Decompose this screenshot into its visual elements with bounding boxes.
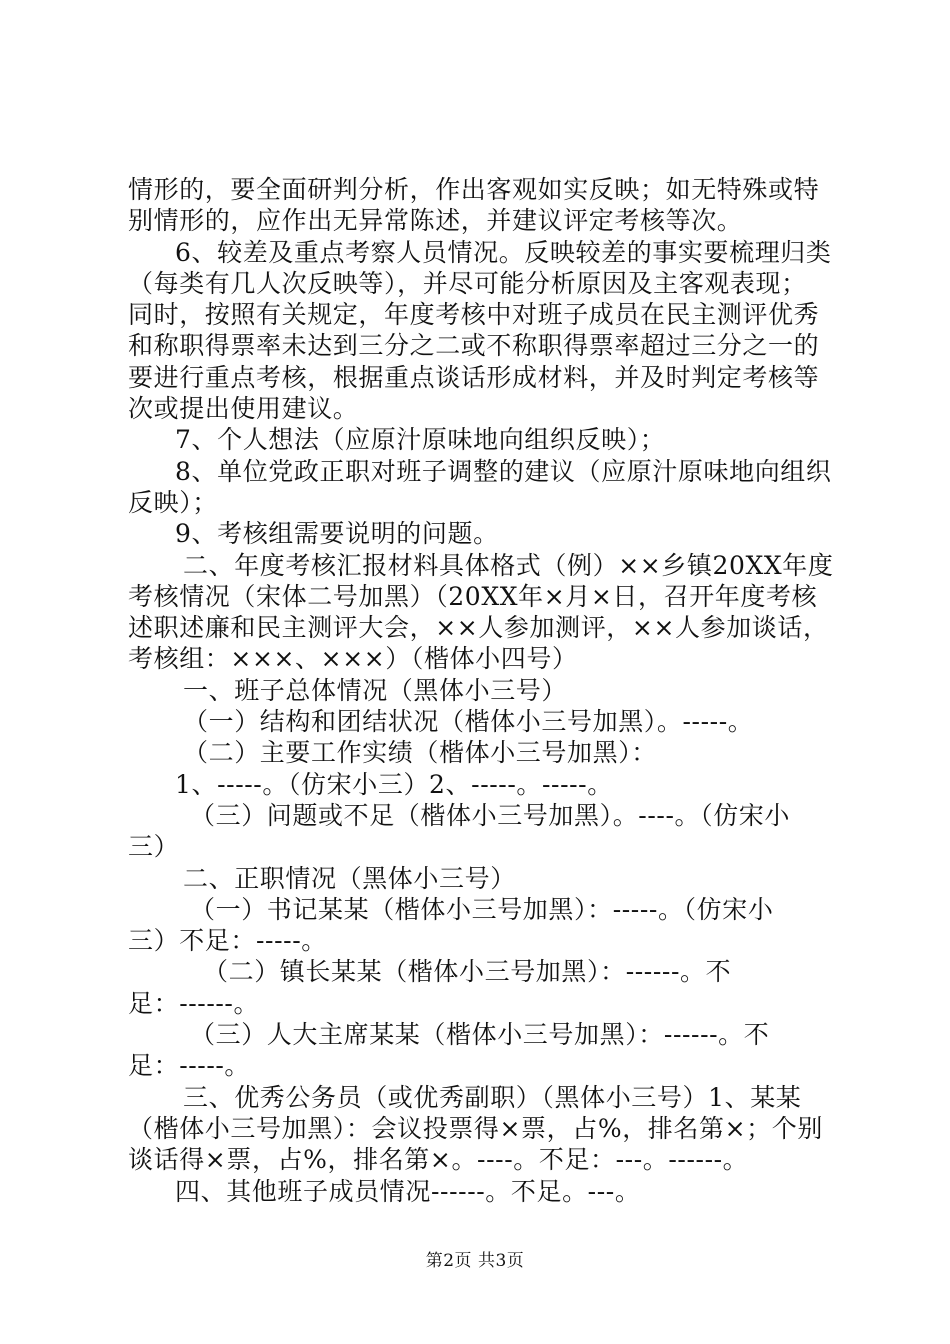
text-line: （三）人大主席某某（楷体小三号加黑）：------。不 xyxy=(190,1020,770,1050)
text-line: 述职述廉和民主测评大会，××人参加测评，××人参加谈话， xyxy=(128,613,829,643)
text-line: 一、班子总体情况（黑体小三号） xyxy=(183,675,568,705)
text-line: 1、-----。（仿宋小三）2、-----。-----。 xyxy=(175,769,613,799)
text-line: 考核组：×××、×××）（楷体小四号） xyxy=(128,644,578,674)
text-line: 足：-----。 xyxy=(128,1051,251,1081)
text-line: 次或提出使用建议。 xyxy=(128,394,359,424)
text-line: 反映）； xyxy=(128,487,218,517)
text-line: 和称职得票率未达到三分之二或不称职得票率超过三分之一的 xyxy=(128,331,820,361)
text-line: 8、单位党政正职对班子调整的建议（应原汁原味地向组织 xyxy=(175,456,832,486)
text-line: 四、其他班子成员情况------。不足。---。 xyxy=(175,1176,641,1206)
document-body xyxy=(128,174,832,1207)
text-line: 情形的，要全面研判分析，作出客观如实反映；如无特殊或特 xyxy=(128,175,820,204)
text-line: 二、正职情况（黑体小三号） xyxy=(183,863,516,893)
text-line: 足：------。 xyxy=(128,988,260,1018)
text-line: （二）镇长某某（楷体小三号加黑）：------。不 xyxy=(203,957,732,987)
text-line: （每类有几人次反映等），并尽可能分析原因及主客观表现； xyxy=(128,268,807,298)
text-line: 6、较差及重点考察人员情况。反映较差的事实要梳理归类 xyxy=(175,237,832,267)
text-line: 7、个人想法（应原汁原味地向组织反映）； xyxy=(175,425,666,455)
text-line: 三） xyxy=(128,832,180,862)
text-line: 9、考核组需要说明的问题。 xyxy=(175,519,499,549)
text-line: 三、优秀公务员（或优秀副职）（黑体小三号）1、某某 xyxy=(183,1082,802,1112)
page-number: 第2页 共3页 xyxy=(425,1251,525,1271)
text-line: 二、年度考核汇报材料具体格式（例）××乡镇20XX年度 xyxy=(183,550,834,580)
text-line: 谈话得×票，占%，排名第×。----。不足：---。------。 xyxy=(128,1145,749,1175)
text-line: （一）结构和团结状况（楷体小三号加黑）。-----。 xyxy=(183,707,754,737)
text-line: 三）不足：-----。 xyxy=(128,926,327,956)
text-line: （二）主要工作实绩（楷体小三号加黑）： xyxy=(183,738,657,768)
text-line: 同时，按照有关规定，年度考核中对班子成员在民主测评优秀 xyxy=(128,300,820,330)
text-line: 要进行重点考核，根据重点谈话形成材料，并及时判定考核等 xyxy=(128,362,820,392)
text-line: 别情形的，应作出无异常陈述，并建议评定考核等次。 xyxy=(128,206,743,236)
text-line: （三）问题或不足（楷体小三号加黑）。----。（仿宋小 xyxy=(190,800,790,830)
text-line: （楷体小三号加黑）：会议投票得×票，占%，排名第×；个别 xyxy=(128,1113,823,1143)
text-line: 考核情况（宋体二号加黑）（20XX年×月×日，召开年度考核 xyxy=(128,581,818,611)
text-line: （一）书记某某（楷体小三号加黑）：-----。（仿宋小 xyxy=(190,894,774,924)
